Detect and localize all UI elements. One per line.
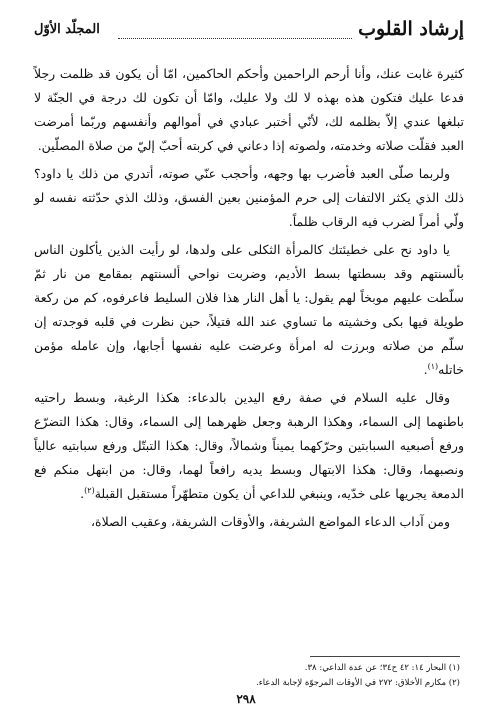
paragraph: يا داود نح على خطيئتك كالمرأة الثكلى على ولدها، لو رأيت الذين يأكلون الناس بألسنتهم وقد بسطتها بسط الأديم، وضربت نواحي ألسنتهم بمقامع من نار ثمّ سلّطت عليهم موبخاً لهم يقول: يا أهل النار هذا فلان السليط فاعرفوه، كم من ركعة طويلة فيها بكى وخشيته ما تساوي عند الله فتيلاً، حين نظرت في قلبه فوجدته إن سلّم من صلاته وبرزت له امرأة وعرضت عليه نفسها أجابها، وإن عامله مؤمن خاتله$^{(١)}$. — [34, 242, 464, 377]
footnote-marker[interactable]: (٢) — [84, 485, 95, 495]
footnote-separator — [310, 656, 460, 657]
footnote: (١) البحار ١٤: ٤٢ ح٣٤؛ عن عدة الداعي: ٣٨. — [304, 663, 460, 673]
main-text — [34, 62, 464, 534]
paragraph: وقال عليه السلام في صفة رفع اليدين بالدعاء: هكذا الرغبة، وبسط راحتيه باطنهما إلى السماء، وهكذا الرهبة وجعل ظهرهما إلى السماء، وقال: هكذا التضرّع ورفع أصبعيه السبابتين وحرّكهما يميناً وشمالاً، وقال: هكذا التبتّل ورفع سبابتيه عالياً ونصبهما، وقال: هكذا الابتهال وبسط يديه رافعاً لهما، وقال: من ابتهل منكم فع الدمعة يجريها على خدّيه، وينبغي للداعي أن يكون متطهّراً مستقبل القبلة$^{(٢)}$. — [34, 390, 464, 501]
header-dotted-rule — [118, 38, 352, 39]
paragraph: كثيرة غابت عنك، وأنا أرحم الراحمين وأحكم الحاكمين، امّا أن يكون قد ظلمت رجلاً فدعا عليك فتكون هذه بهذه لا لك ولا عليك، وامّا أن تكون لك درجة في الجنّة لا تبلغها عندي إلاّ بظلمه لك، لأنّي أختبر عبادي في أموالهم وأنفسهم وربّما أمرضت العبد فقلّت صلاته وخدمته، ولصوته إذا دعاني في كربته أحبّ إليّ من صلاة المصلّين. — [34, 66, 464, 153]
page-number: ٢٩٨ — [236, 692, 256, 706]
book-title-logo: إرشاد القلوب — [358, 18, 464, 40]
volume-label: المجلّد الأوّل — [34, 22, 100, 37]
footnotes — [30, 661, 460, 691]
footnote: (٢) مكارم الأخلاق: ٢٧٢ في الأوقات المرجوّة لإجابة الدعاء. — [256, 678, 460, 688]
running-header — [34, 18, 464, 50]
footnote-marker[interactable]: (١) — [427, 361, 439, 371]
paragraph: ولربما صلّى العبد فأضرب بها وجهه، وأحجب عنّي صوته، أتدري من ذلك يا داود؟ ذلك الذي يكثر الالتفات إلى حرم المؤمنين بعين الفسق، وذلك الذي حدّثته نفسه لو ولّي أمراً لضرب فيه الرقاب ظلماً. — [34, 166, 464, 229]
paragraph: ومن آداب الدعاء المواضع الشريفة، والأوقات الشريفة، وعقيب الصلاة، — [91, 514, 450, 529]
